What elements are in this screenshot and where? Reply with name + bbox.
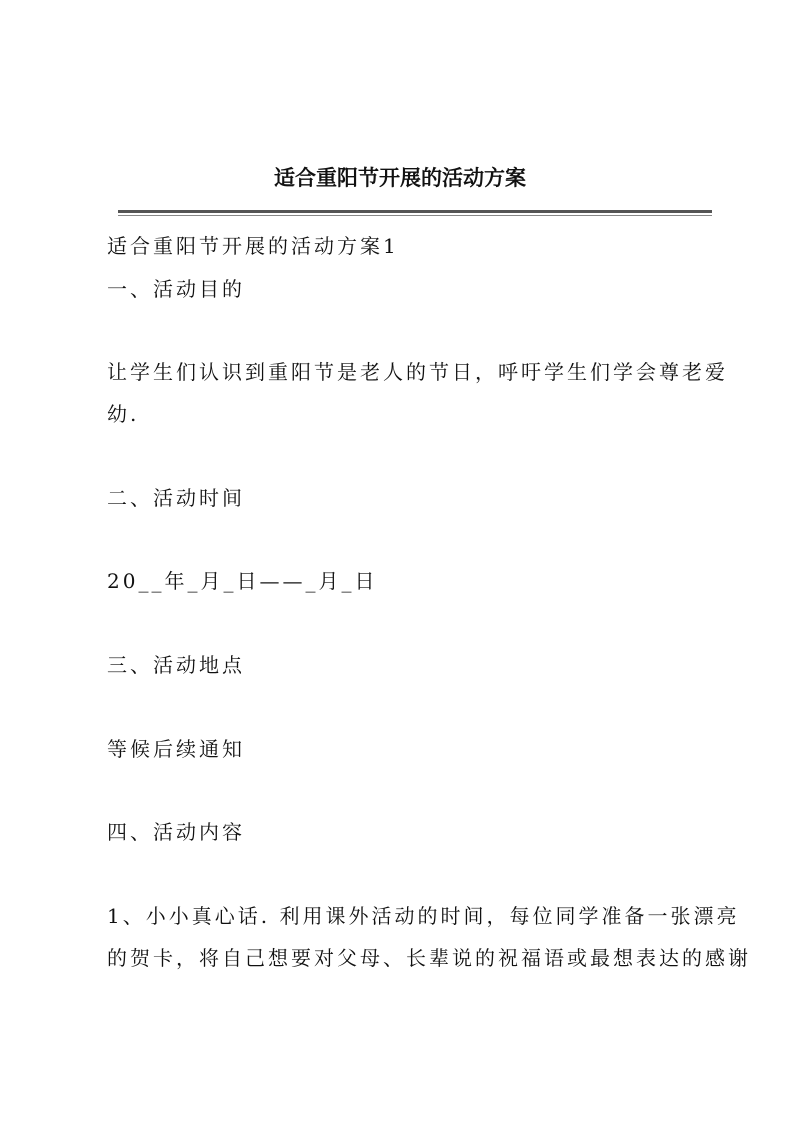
section-heading-plan-1: 适合重阳节开展的活动方案1 xyxy=(107,234,399,258)
heading-activity-location: 三、活动地点 xyxy=(107,653,245,677)
heading-activity-content: 四、活动内容 xyxy=(107,820,245,844)
title-divider-thick xyxy=(118,210,712,213)
paragraph-purpose-line-1: 让学生们认识到重阳节是老人的节日，呼吁学生们学会尊老爱 xyxy=(107,360,728,384)
paragraph-activity-location: 等候后续通知 xyxy=(107,737,245,761)
paragraph-purpose-line-2: 幼. xyxy=(107,402,140,426)
title-divider-thin xyxy=(118,215,712,216)
heading-activity-purpose: 一、活动目的 xyxy=(107,277,245,301)
paragraph-content-line-2: 的贺卡，将自己想要对父母、长辈说的祝福语或最想表达的感谢 xyxy=(107,946,751,970)
heading-activity-time: 二、活动时间 xyxy=(107,486,245,510)
document-title: 适合重阳节开展的活动方案 xyxy=(274,165,526,190)
paragraph-activity-time: 20__年_月_日——_月_日 xyxy=(107,569,378,593)
paragraph-content-line-1: 1、小小真心话. 利用课外活动的时间，每位同学准备一张漂亮 xyxy=(107,904,740,928)
